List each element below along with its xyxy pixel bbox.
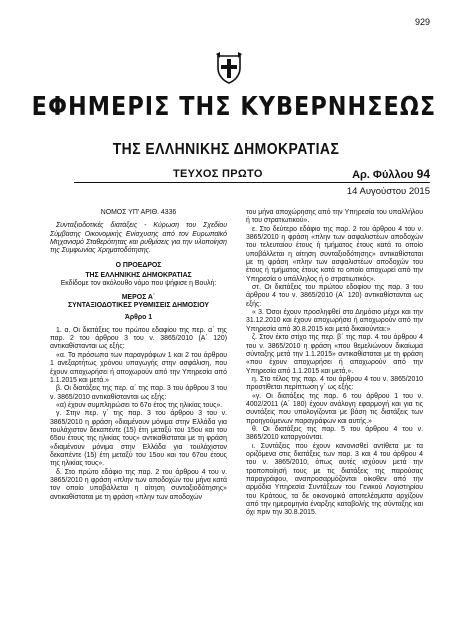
issue-series: ΤΕΥΧΟΣ ΠΡΩΤΟ — [173, 168, 263, 180]
paragraph: στ. Οι διατάξεις του πρώτου εδαφίου της παρ. 3 του άρθρου 4 του ν. 3865/2010 (Α΄ 120) αντικαθίστανται ως εξής: — [246, 284, 423, 308]
paragraph: «α) έχουν συμπληρώσει το 67ο έτος της ηλικίας τους». — [56, 401, 223, 409]
paragraph: ι. Συντάξεις που έχουν κανονισθεί αντίθετα με τα οριζόμενα στις διατάξεις των παρ. 3 και 4 του άρθρου 4 του ν. 3865/2010, όπως αυτές ισχύουν μετά την τροποποίησή τους με τις διατάξεις της παρούσας παραγράφου, αναπροσαρμόζονται οίκοθεν από την αρμόδια Υπηρεσία Συντάξεων του Γενικού Λογιστηρίου του Κράτους, τα δε οικονομικά αποτελέσματα αρχίζουν από την ημερομηνία έναρξης καταβολής της σύνταξης και όχι πριν την 30.8.2015. — [246, 442, 423, 517]
sheet-label: Αρ. Φύλλου — [352, 169, 414, 181]
paragraph: γ. Στην περ. γ΄ της παρ. 3 του άρθρου 3 του ν. 3865/2010 η φράση «διαμένουν μόνιμα στην Ελλάδα για τουλάχιστον δεκαπέντε (15) έτη μεταξύ του 15ου και του 65ου έτους της ηλικίας τους» αντικαθίσταται με τη φράση «διαμένουν μόνιμα στην Ελλάδα για τουλάχιστον δεκαπέντε (15) έτη μεταξύ του 15ου και του 67ου έτους της ηλικίας τους». — [50, 410, 227, 468]
header-rule — [74, 182, 430, 183]
left-column — [50, 209, 227, 502]
law-number: ΝΟΜΟΣ ΥΠ' ΑΡΙΘ. 4336 — [100, 209, 177, 216]
greek-coat-of-arms-icon — [216, 52, 242, 84]
law-subject: Συνταξιοδοτικές διατάξεις - Κύρωση του Σχεδίου Σύμβασης Οικονομικής Ενίσχυσης από τον Ευρωπαϊκό Μηχανισμό Σταθερότητας και ρυθμίσεις για την υλοποίηση της Συμφωνίας Χρηματοδότησης. — [50, 222, 227, 255]
paragraph: ζ. Στον έκτο στίχο της περ. β΄ της παρ. 4 του άρθρου 4 του ν. 3865/2010 η φράση «που θεμελιώνουν δικαίωμα σύνταξης μετά την 1.1.2015» αντικαθίσταται με τη φράση «που έχουν αποχωρήσει ή αποχωρούν από την Υπηρεσία από 1.1.2015 και μετά,». — [246, 334, 423, 375]
paragraph: του μήνα αποχώρησης από την Υπηρεσία του υπαλλήλου ή του στρατιωτικού». — [246, 209, 423, 225]
paragraph: β. Οι διατάξεις της περ. α΄ της παρ. 3 του άρθρου 3 του ν. 3865/2010 αντικαθίστανται ως εξής: — [50, 385, 227, 401]
issue-date: 14 Αυγούστου 2015 — [346, 186, 430, 197]
gazette-title: ΕΦΗΜΕΡΙΣ ΤΗΣ ΚΥΒΕΡΝΗΣΕΩΣ — [31, 92, 437, 122]
paragraph: « 3. Όσοι έχουν προσληφθεί στο Δημόσιο μέχρι και την 31.12.2010 και έχουν αποχωρήσει ή αποχωρούν από την Υπηρεσία από 30.8.2015 και μετά δικαιούνται:» — [246, 309, 423, 333]
paragraph: 1. α. Οι διατάξεις του πρώτου εδαφίου της περ. α΄ της παρ. 2 του άρθρου 3 του ν. 3865/2010 (Α΄ 120) αντικαθίστανται ως εξής: — [50, 326, 227, 351]
paragraph: «α. Τα πρόσωπα των παραγράφων 1 και 2 του άρθρου 1 ανεξαρτήτως χρόνου υπαγωγής στην ασφάλιση, που έχουν αποχωρήσει ή αποχωρούν από την Υπηρεσία από 1.1.2015 και μετά.» — [50, 351, 227, 384]
part-title-line2: ΣΥΝΤΑΞΙΟΔΟΤΙΚΕΣ ΡΥΘΜΙΣΕΙΣ ΔΗΜΟΣΙΟΥ — [67, 302, 209, 310]
sheet-number-value: 94 — [416, 167, 430, 181]
paragraph: «γ. Οι διατάξεις της παρ. 6 του άρθρου 1 του ν. 4002/2011 (Α΄ 180) έχουν ανάλογη εφαρμογή και για τις συντάξεις που υπολογίζονται με βάση τις διατάξεις των προηγούμενων παραγράφων και αυτής.» — [246, 392, 423, 425]
president-title-line1: Ο ΠΡΟΕΔΡΟΣ — [115, 261, 162, 269]
enactment-clause: Εκδίδομε τον ακόλουθο νόμο που ψήφισε η Βουλή: — [60, 280, 217, 288]
gazette-subtitle: ΤΗΣ ΕΛΛΗΝΙΚΗΣ ΔΗΜΟΚΡΑΤΙΑΣ — [112, 141, 340, 158]
paragraph: ε. Στο δεύτερο εδάφιο της παρ. 2 του άρθρου 4 του ν. 3865/2010 η φράση «πλην των ασφαλιστέων αποδοχών του τελευταίου έτους ή τμήματος έτους κατά το οποίο υποβάλλεται η αίτηση συνταξιοδότησης» αντικαθίσταται με τη φράση «πλην των ασφαλιστέων αποδοχών του έτους ή τμήματος έτους κατά το οποίο αποχωρεί από την Υπηρεσία ο υπάλληλος ή ο στρατιωτικός». — [246, 225, 423, 283]
paragraph: δ. Στο πρώτο εδάφιο της παρ. 2 του άρθρου 4 του ν. 3865/2010 η φράση «πλην των αποδοχών του μήνα κατά τον οποίο υποβάλλεται η αίτηση συνταξιοδότησης» αντικαθίσταται με τη φράση «πλην των αποδοχών — [50, 468, 227, 501]
paragraph: η. Στο τέλος της παρ. 4 του άρθρου 4 του ν. 3865/2010 προστίθεται περίπτωση γ΄ ως εξής: — [246, 375, 423, 392]
paragraph: θ. Οι διατάξεις της παρ. 5 του άρθρου 4 του ν. 3865/2010 καταργούνται. — [246, 425, 423, 442]
page-number: 929 — [414, 17, 430, 27]
president-title-line2: ΤΗΣ ΕΛΛΗΝΙΚΗΣ ΔΗΜΟΚΡΑΤΙΑΣ — [85, 272, 192, 280]
part-title-line1: ΜΕΡΟΣ Α΄ — [121, 293, 156, 301]
article-title: Άρθρο 1 — [124, 314, 153, 322]
sheet-number — [352, 167, 430, 181]
right-column — [246, 209, 423, 518]
